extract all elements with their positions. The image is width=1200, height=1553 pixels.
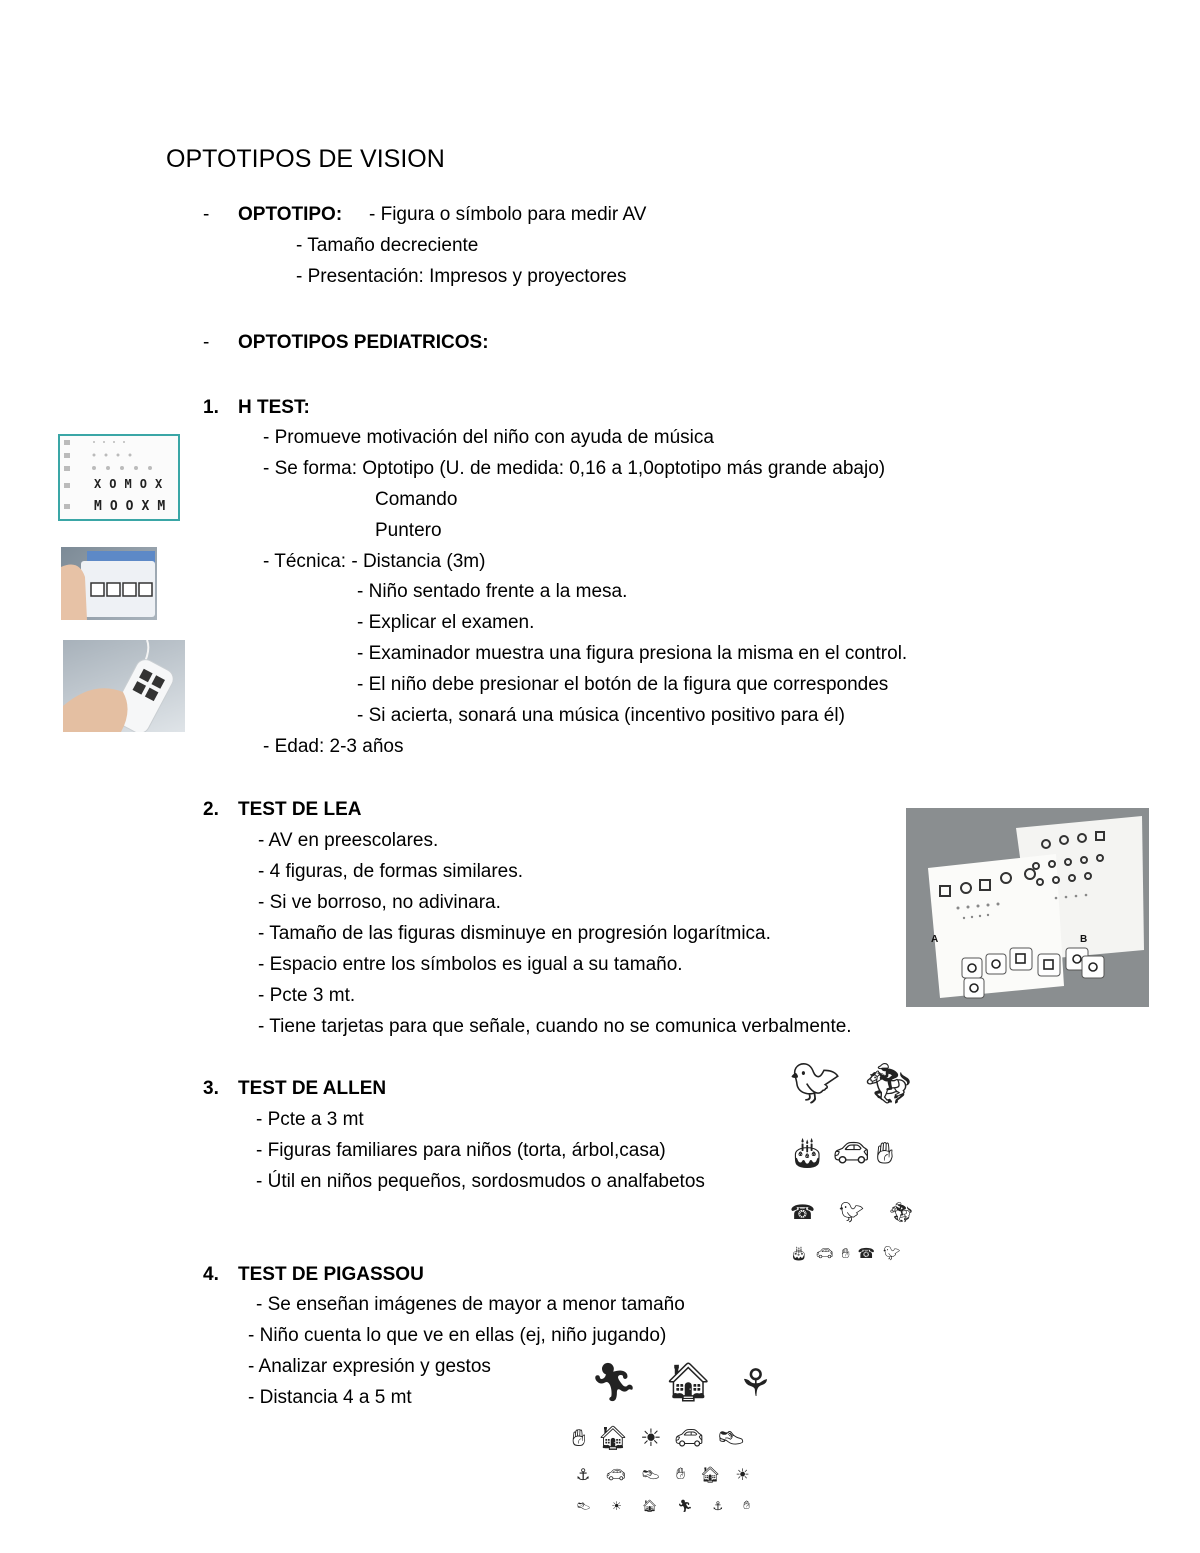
lea-line: - Tamaño de las figuras disminuye en progresión logarítmica. [258,923,771,944]
horse-rider-icon: 🏇︎ [862,1061,914,1107]
sun-icon: ☀ [640,1424,662,1452]
telephone-icon: ☎ [790,1200,815,1224]
bullet-dash: - [203,204,210,225]
hand-icon: ✋︎ [841,1246,850,1262]
h-test-panel-photo [61,547,157,620]
shoe-icon: 👞︎ [576,1498,592,1513]
allen-row-3 [790,1200,914,1224]
pigassou-line: - Niño cuenta lo que ve en ellas (ej, niño jugando) [248,1325,667,1346]
pigassou-line: - Distancia 4 a 5 mt [248,1387,412,1408]
htest-line: - El niño debe presionar el botón de la figura que correspondes [357,674,889,695]
optotipo-line: - Figura o símbolo para medir AV [369,204,647,225]
pigassou-row-4 [576,1498,750,1513]
car-icon: 🚗︎ [815,1246,834,1262]
section-number: 3. [203,1078,219,1099]
hand-icon: ✋︎ [743,1498,751,1512]
htest-line: - Si acierta, sonará una música (incentivo positivo para él) [357,705,845,726]
section-number: 4. [203,1264,219,1285]
lea-line: - 4 figuras, de formas similares. [258,861,524,882]
anchor-icon: ⚓︎ [576,1464,591,1484]
child-icon: 🏃︎ [677,1498,693,1513]
allen-line: - Figuras familiares para niños (torta, árbol,casa) [256,1140,666,1161]
cake-icon: 🎂︎ [790,1246,808,1262]
htest-line: - Edad: 2-3 años [263,736,404,757]
htest-line: - Se forma: Optotipo (U. de medida: 0,16 a 1,0optotipo más grande abajo) [263,458,886,479]
lea-line: - Si ve borroso, no adivinara. [258,892,501,913]
optotipo-line: - Tamaño decreciente [296,235,479,256]
htest-line: Puntero [375,520,442,541]
htest-line: - Niño sentado frente a la mesa. [357,581,628,602]
h-test-chart-image [58,434,180,521]
hand-icon: ✋︎ [572,1424,586,1452]
allen-figures-image [786,1060,926,1270]
sun-icon: ☀ [611,1498,622,1513]
photo-label-a: A [931,934,939,945]
htest-line: - Promueve motivación del niño con ayuda de música [263,427,714,448]
pigassou-row-3 [576,1464,750,1484]
htest-line: - Examinador muestra una figura presiona la misma en el control. [357,643,908,664]
chart-row-2: MOOXM [94,499,174,514]
car-icon: 🚗︎ [832,1136,871,1171]
pigassou-row-1 [590,1360,773,1405]
bird-icon: 🐦︎ [790,1061,841,1107]
lea-cards-photo [906,808,1149,1007]
pediatricos-heading: OPTOTIPOS PEDIATRICOS: [238,332,489,353]
h-test-remote-photo [63,640,185,732]
hand-icon: ✋︎ [675,1464,686,1483]
child-icon: 🏃︎ [590,1360,639,1404]
shoe-icon: 👞︎ [640,1464,661,1484]
page-title: OPTOTIPOS DE VISION [166,145,445,173]
pigassou-heading: TEST DE PIGASSOU [238,1264,424,1285]
hand-icon: ✋︎ [876,1136,894,1171]
allen-row-4 [790,1246,901,1262]
pigassou-line: - Se enseñan imágenes de mayor a menor tamaño [256,1294,685,1315]
house-icon: 🏠︎ [664,1360,713,1404]
lea-line: - Tiene tarjetas para que señale, cuando no se comunica verbalmente. [258,1016,852,1037]
shoe-icon: 👞︎ [716,1424,747,1452]
htest-line: - Explicar el examen. [357,612,535,633]
htest-line: Comando [375,489,458,510]
allen-row-2 [788,1136,893,1171]
optotipo-label: OPTOTIPO: [238,204,343,225]
pigassou-row-2 [572,1424,747,1452]
cake-icon: 🎂︎ [788,1136,827,1171]
htest-heading: H TEST: [238,397,310,418]
anchor-icon: ⚓︎ [712,1498,724,1513]
sun-icon: ☀ [735,1464,750,1484]
section-number: 2. [203,799,219,820]
house-icon: 🏠︎ [700,1464,721,1484]
allen-line: - Pcte a 3 mt [256,1109,364,1130]
chart-row-1: XOMOX [94,477,171,491]
lea-line: - Pcte 3 mt. [258,985,356,1006]
house-icon: 🏠︎ [597,1424,629,1452]
telephone-icon: ☎ [857,1246,875,1262]
lea-heading: TEST DE LEA [238,799,362,820]
optotipo-line: - Presentación: Impresos y proyectores [296,266,627,287]
section-number: 1. [203,397,219,418]
car-icon: 🚗︎ [673,1424,705,1452]
htest-line: - Técnica: - Distancia (3m) [263,551,486,572]
allen-heading: TEST DE ALLEN [238,1078,387,1099]
bird-icon: 🐦︎ [883,1246,901,1262]
lea-line: - AV en preescolares. [258,830,439,851]
lea-line: - Espacio entre los símbolos es igual a su tamaño. [258,954,683,975]
bird-icon: 🐦︎ [838,1200,865,1224]
photo-label-b: B [1080,934,1088,945]
house-icon: 🏠︎ [642,1498,658,1513]
pigassou-line: - Analizar expresión y gestos [248,1356,491,1377]
bullet-dash: - [203,332,210,353]
car-icon: 🚗︎ [605,1464,626,1484]
horse-rider-icon: 🏇︎ [888,1200,914,1224]
allen-line: - Útil en niños pequeños, sordosmudos o analfabetos [256,1171,705,1192]
allen-row-1 [790,1060,914,1107]
flower-icon: ⚘ [738,1360,773,1405]
pigassou-figures-image [568,1360,783,1520]
